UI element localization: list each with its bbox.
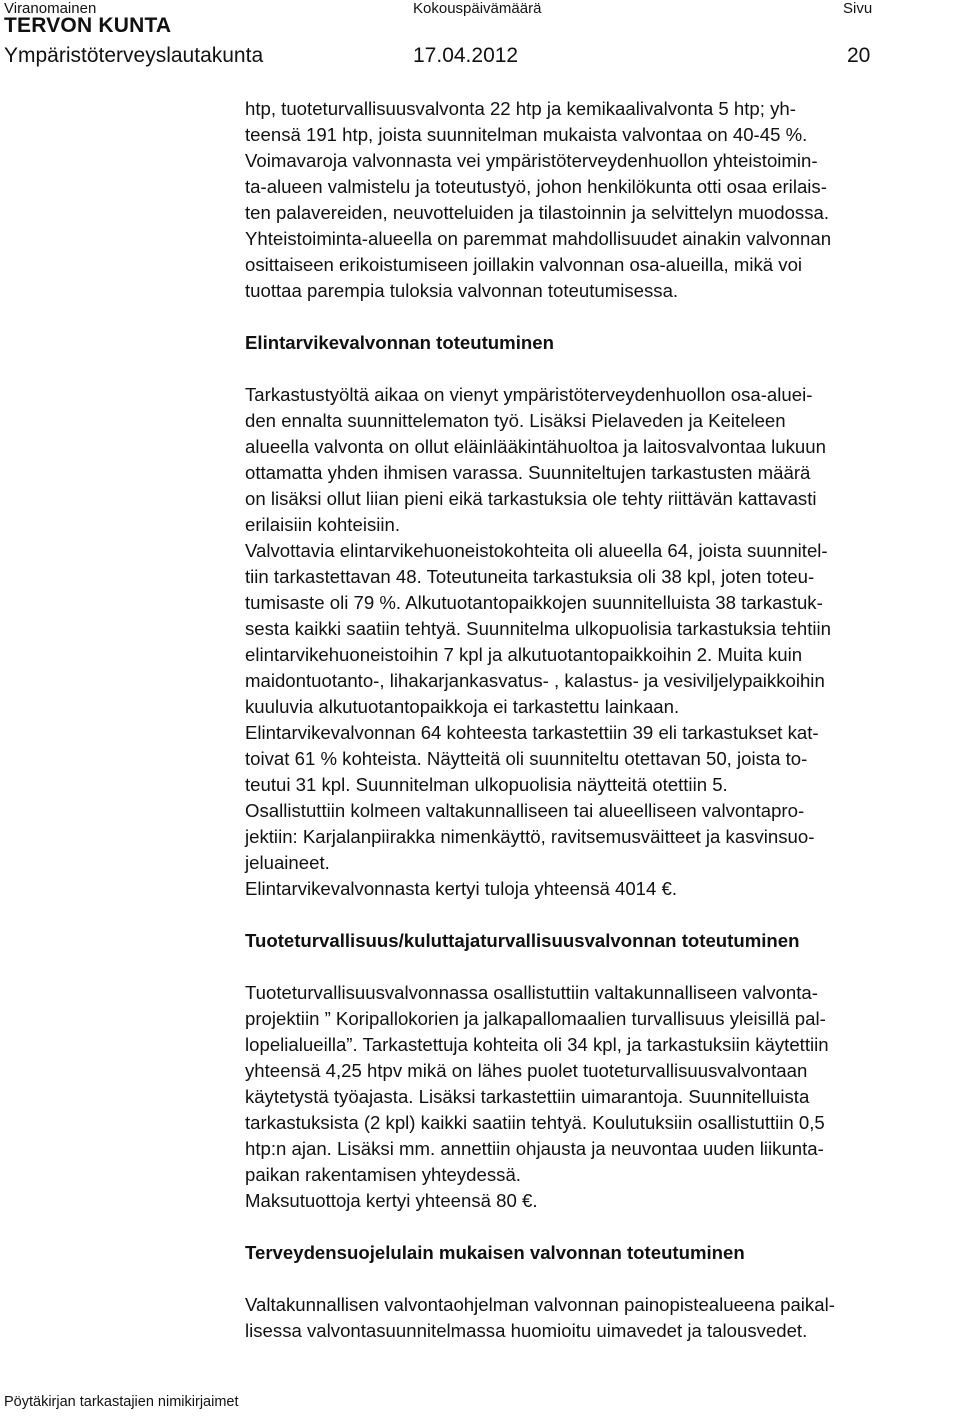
document-body — [245, 96, 957, 1344]
spacer — [245, 1214, 957, 1240]
organization-name: TERVON KUNTA — [4, 14, 172, 37]
intro-paragraph: htp, tuoteturvallisuusvalvonta 22 htp ja kemikaalivalvonta 5 htp; yh- teensä 191 htp, joista suunnitelman mukaista valvontaa on 40-45 %. Voimavaroja valvonnasta vei ympäristöterveydenhuollon yhteistoimin- ta-alueen valmistelu ja toteutustyö, johon henkilökunta otti osaa erilais- ten palavereiden, neuvotteluiden ja tilastoinnin ja selvittelyn muodossa. Yhteistoiminta-alueella on paremmat mahdollisuudet ainakin valvonnan osittaiseen erikoistumiseen joillakin valvonnan osa-alueilla, mikä voi tuottaa parempia tuloksia valvonnan toteutumisessa. — [245, 98, 832, 301]
meeting-date-label: Kokouspäivämäärä — [413, 0, 542, 17]
health-protection-paragraph: Valtakunnallisen valvontaohjelman valvonnan painopistealueena paikal- lisessa valvontasuunnitelmassa huomioitu uimavedet ja talousvedet. — [245, 1294, 835, 1341]
spacer — [245, 304, 957, 330]
spacer — [245, 356, 957, 382]
food-control-paragraph: Tarkastustyöltä aikaa on vienyt ympäristöterveydenhuollon osa-aluei- den ennalta suunnittelematon työ. Lisäksi Pielaveden ja Keiteleen alueella valvonta on ollut eläinlääkintähuoltoa ja laitosvalvontaa lukuun ottamatta yhden ihmisen varassa. Suunniteltujen tarkastusten määrä on lisäksi ollut liian pieni eikä tarkastuksia ole tehty riittävän kattavasti erilaisiin kohteisiin. Valvottavia elintarvikehuoneistokohteita oli alueella 64, joista suunnitel- tiin tarkastettavan 48. Toteutuneita tarkastuksia oli 38 kpl, joten toteu- tumisaste oli 79 %. Alkutuotantopaikkojen suunnitelluista 38 tarkastuk- sesta kaikki saatiin tehtyä. Suunnitelma ulkopuolisia tarkastuksia tehtiin elintarvikehuoneistoihin 7 kpl ja alkutuotantopaikkoihin 2. Muita kuin maidontuotanto-, lihakarjankasvatus- , kalastus- ja vesiviljelypaikkoihin kuuluvia alkutuotantopaikkoja ei tarkastettu lainkaan. Elintarvikevalvonnan 64 kohteesta tarkastettiin 39 eli tarkastukset kat- toivat 61 % kohteista. Näytteitä oli suunniteltu otettavan 50, joista to- teutui 31 kpl. Suunnitelman ulkopuolisia näytteitä otettiin 5. Osallistuttiin kolmeen valtakunnalliseen tai alueelliseen valvontapro- jektiin: Karjalanpiirakka nimenkäyttö, ravitsemusväitteet ja kasvinsuo- jeluaineet. Elintarvikevalvonnasta kertyi tuloja yhteensä 4014 €. — [245, 384, 832, 899]
page-label: Sivu — [843, 0, 873, 17]
reviewers-initials-label: Pöytäkirjan tarkastajien nimikirjaimet — [4, 1394, 239, 1410]
spacer — [245, 1266, 957, 1292]
spacer — [245, 954, 957, 980]
spacer — [245, 902, 957, 928]
section-heading-health-protection: Terveydensuojelulain mukaisen valvonnan toteutuminen — [245, 1242, 745, 1263]
page-number: 20 — [847, 44, 871, 67]
board-name: Ympäristöterveyslautakunta — [4, 44, 264, 67]
product-safety-paragraph: Tuoteturvallisuusvalvonnassa osallistuttiin valtakunnalliseen valvonta- projektiin ” Koripallokorien ja jalkapallomaalien turvallisuus yleisillä pal- lopelialueilla”. Tarkastettuja kohteita oli 34 kpl, ja tarkastuksiin käytettiin yhteensä 4,25 htpv mikä on lähes puolet tuoteturvallisuusvalvontaan käytetystä työajasta. Lisäksi tarkastettiin uimarantoja. Suunnitelluista tarkastuksista (2 kpl) kaikki saatiin tehtyä. Koulutuksiin osallistuttiin 0,5 htp:n ajan. Lisäksi mm. annettiin ohjausta ja neuvontaa uuden liikunta- paikan rakentamisen yhteydessä. Maksutuottoja kertyi yhteensä 80 €. — [245, 982, 829, 1211]
meeting-date: 17.04.2012 — [413, 44, 519, 67]
authority-label: Viranomainen — [4, 0, 97, 17]
section-heading-product-safety: Tuoteturvallisuus/kuluttajaturvallisuusvalvonnan toteutuminen — [245, 930, 800, 951]
section-heading-food-control: Elintarvikevalvonnan toteutuminen — [245, 332, 554, 353]
